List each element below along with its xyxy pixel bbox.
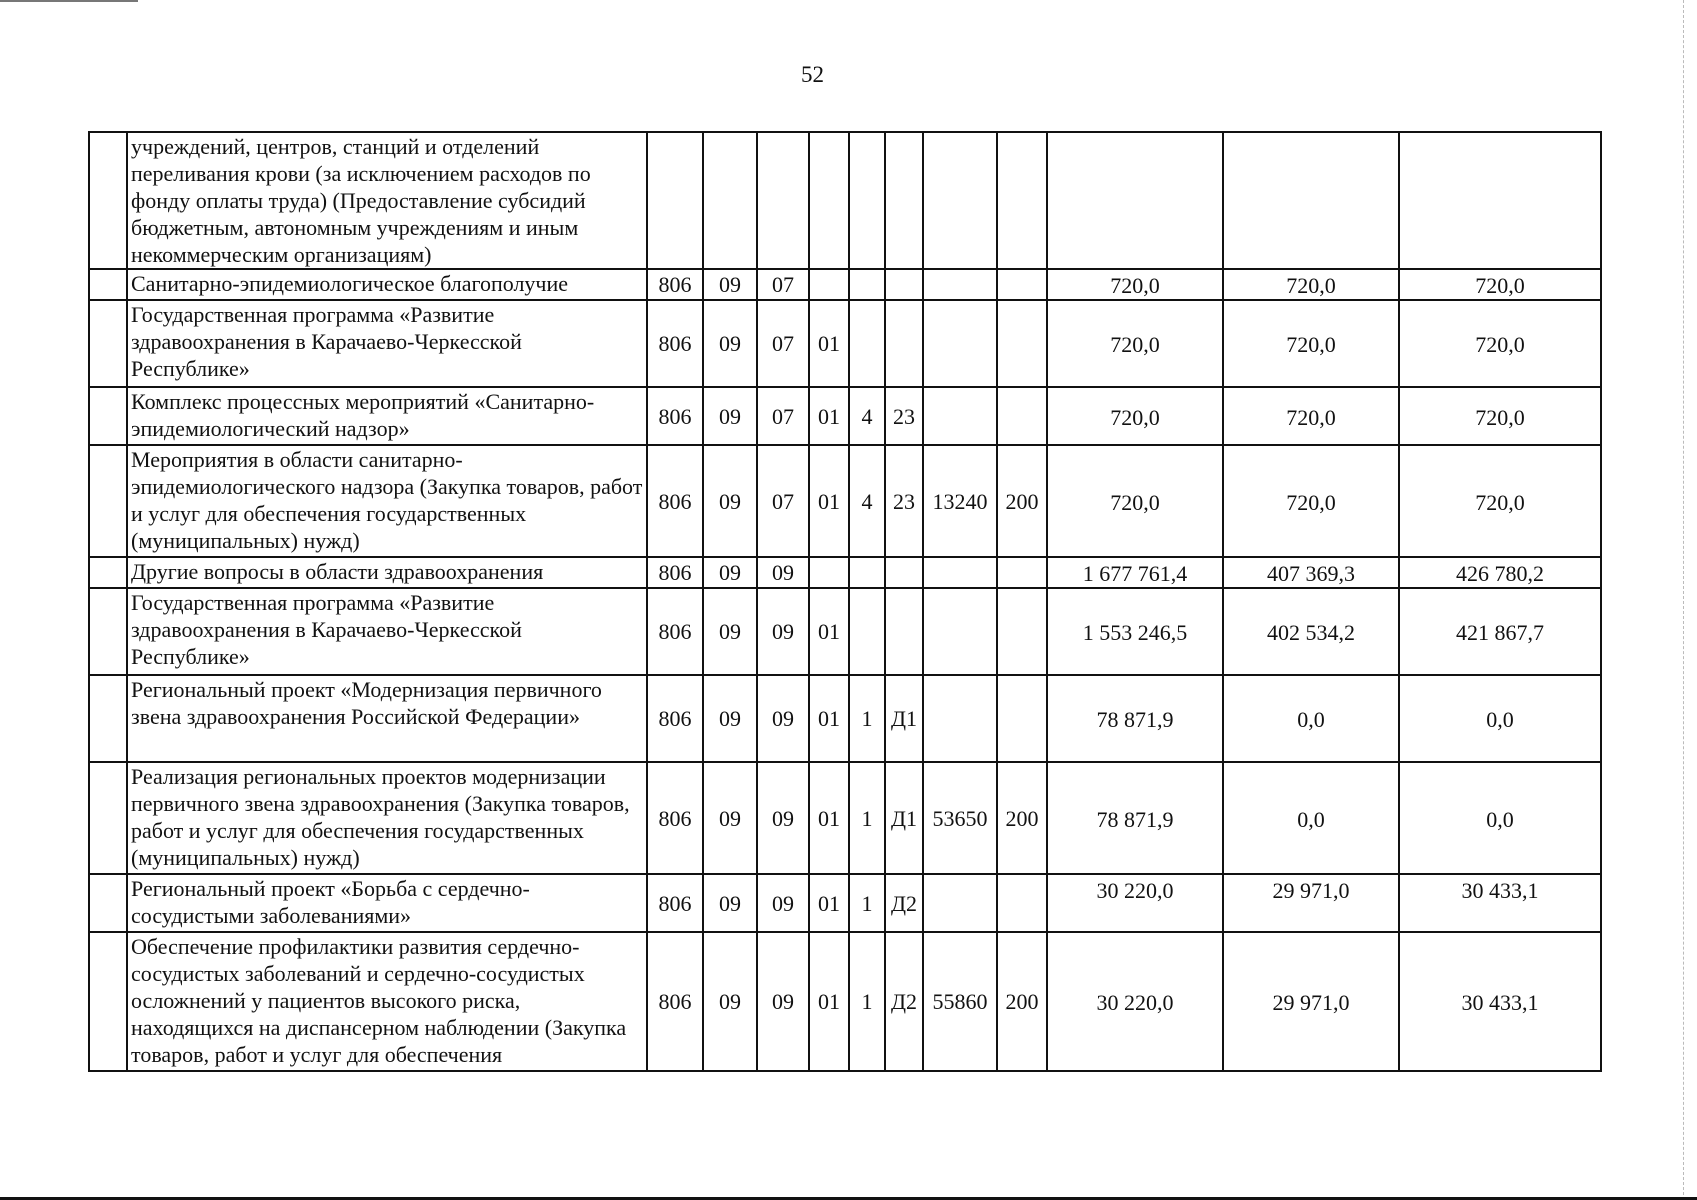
program-cell: 01 [809,675,849,762]
row-name: Мероприятия в области санитарно-эпидемиологического надзора (Закупка товаров, работ и услуг для обеспечения государственных (муниципальных) нужд) [127,445,647,557]
year2-amount: 0,0 [1223,762,1399,874]
row-index-cell [89,387,127,445]
direction-cell [923,300,997,387]
year2-amount: 720,0 [1223,387,1399,445]
direction-cell [923,557,997,588]
year3-amount: 30 433,1 [1399,932,1601,1071]
project-cell [885,300,923,387]
year2-amount: 407 369,3 [1223,557,1399,588]
ved-cell: 806 [647,675,703,762]
row-index-cell [89,932,127,1071]
pr-cell [757,132,809,269]
year1-amount [1047,132,1223,269]
year1-amount: 720,0 [1047,269,1223,300]
rz-cell: 09 [703,874,757,932]
year1-amount: 78 871,9 [1047,675,1223,762]
year3-amount: 0,0 [1399,762,1601,874]
year2-amount: 402 534,2 [1223,588,1399,675]
ved-cell: 806 [647,557,703,588]
project-cell [885,132,923,269]
program-cell: 01 [809,588,849,675]
rz-cell: 09 [703,932,757,1071]
rz-cell: 09 [703,387,757,445]
direction-cell: 53650 [923,762,997,874]
project-cell: 23 [885,387,923,445]
row-index-cell [89,675,127,762]
row-index-cell [89,132,127,269]
year3-amount [1399,132,1601,269]
direction-cell: 55860 [923,932,997,1071]
program-cell: 01 [809,932,849,1071]
expense-type-cell [997,557,1047,588]
ved-cell: 806 [647,874,703,932]
year1-amount: 720,0 [1047,445,1223,557]
table-row [89,932,1601,1071]
year2-amount: 29 971,0 [1223,874,1399,932]
pr-cell: 09 [757,762,809,874]
page-number: 52 [801,62,824,87]
table-row [89,588,1601,675]
subprogram-cell [849,300,885,387]
year3-amount: 720,0 [1399,445,1601,557]
pr-cell: 09 [757,588,809,675]
row-index-cell [89,762,127,874]
pr-cell: 09 [757,675,809,762]
table-row [89,132,1601,269]
expense-type-cell [997,387,1047,445]
rz-cell: 09 [703,588,757,675]
ved-cell: 806 [647,445,703,557]
table-row [89,387,1601,445]
direction-cell [923,675,997,762]
expense-type-cell [997,269,1047,300]
project-cell: Д2 [885,932,923,1071]
project-cell [885,588,923,675]
year3-amount: 720,0 [1399,269,1601,300]
year1-amount: 1 553 246,5 [1047,588,1223,675]
rz-cell: 09 [703,762,757,874]
budget-table [88,131,1602,1072]
ved-cell: 806 [647,588,703,675]
subprogram-cell [849,132,885,269]
row-name: Государственная программа «Развитие здравоохранения в Карачаево-Черкесской Республике» [127,588,647,675]
year1-amount: 720,0 [1047,300,1223,387]
year3-amount: 720,0 [1399,387,1601,445]
project-cell: Д1 [885,675,923,762]
pr-cell: 07 [757,269,809,300]
direction-cell: 13240 [923,445,997,557]
program-cell: 01 [809,300,849,387]
row-index-cell [89,445,127,557]
year1-amount: 720,0 [1047,387,1223,445]
year1-amount: 1 677 761,4 [1047,557,1223,588]
row-index-cell [89,300,127,387]
year2-amount: 720,0 [1223,445,1399,557]
year3-amount: 720,0 [1399,300,1601,387]
program-cell [809,269,849,300]
ved-cell: 806 [647,387,703,445]
row-name: Санитарно-эпидемиологическое благополучие [127,269,647,300]
top-rule [0,0,138,2]
row-name: учреждений, центров, станций и отделений переливания крови (за исключением расходов по фонду оплаты труда) (Предоставление субсидий бюджетным, автономным учреждениям и иным некоммерческим организациям) [127,132,647,269]
program-cell: 01 [809,445,849,557]
subprogram-cell: 1 [849,874,885,932]
direction-cell [923,588,997,675]
rz-cell [703,132,757,269]
ved-cell: 806 [647,300,703,387]
expense-type-cell [997,874,1047,932]
row-name: Обеспечение профилактики развития сердечно-сосудистых заболеваний и сердечно-сосудистых осложнений у пациентов высокого риска, находящихся на диспансерном наблюдении (Закупка товаров, работ и услуг для обеспечения [127,932,647,1071]
table-row [89,445,1601,557]
table-row [89,300,1601,387]
project-cell: 23 [885,445,923,557]
year1-amount: 30 220,0 [1047,874,1223,932]
pr-cell: 09 [757,932,809,1071]
row-index-cell [89,588,127,675]
expense-type-cell [997,132,1047,269]
rz-cell: 09 [703,300,757,387]
direction-cell [923,874,997,932]
year3-amount: 426 780,2 [1399,557,1601,588]
table-row [89,269,1601,300]
direction-cell [923,387,997,445]
ved-cell: 806 [647,269,703,300]
row-name: Реализация региональных проектов модернизации первичного звена здравоохранения (Закупка товаров, работ и услуг для обеспечения государственных (муниципальных) нужд) [127,762,647,874]
project-cell: Д2 [885,874,923,932]
pr-cell: 07 [757,387,809,445]
year2-amount: 29 971,0 [1223,932,1399,1071]
scan-edge-line [1683,0,1685,1200]
row-index-cell [89,874,127,932]
year3-amount: 0,0 [1399,675,1601,762]
pr-cell: 07 [757,300,809,387]
year1-amount: 30 220,0 [1047,932,1223,1071]
ved-cell: 806 [647,762,703,874]
expense-type-cell: 200 [997,932,1047,1071]
rz-cell: 09 [703,445,757,557]
program-cell: 01 [809,387,849,445]
expense-type-cell [997,675,1047,762]
subprogram-cell: 1 [849,932,885,1071]
table-row [89,557,1601,588]
row-index-cell [89,269,127,300]
pr-cell: 09 [757,557,809,588]
year2-amount: 720,0 [1223,269,1399,300]
year3-amount: 421 867,7 [1399,588,1601,675]
direction-cell [923,269,997,300]
subprogram-cell [849,557,885,588]
expense-type-cell: 200 [997,762,1047,874]
year2-amount: 720,0 [1223,300,1399,387]
ved-cell: 806 [647,932,703,1071]
expense-type-cell [997,588,1047,675]
table-row [89,675,1601,762]
project-cell [885,557,923,588]
project-cell [885,269,923,300]
row-name: Региональный проект «Модернизация первичного звена здравоохранения Российской Федерации» [127,675,647,762]
row-index-cell [89,557,127,588]
pr-cell: 07 [757,445,809,557]
year3-amount: 30 433,1 [1399,874,1601,932]
subprogram-cell: 4 [849,445,885,557]
subprogram-cell: 1 [849,762,885,874]
row-name: Другие вопросы в области здравоохранения [127,557,647,588]
year2-amount: 0,0 [1223,675,1399,762]
rz-cell: 09 [703,675,757,762]
program-cell [809,557,849,588]
rz-cell: 09 [703,557,757,588]
subprogram-cell: 4 [849,387,885,445]
subprogram-cell [849,588,885,675]
rz-cell: 09 [703,269,757,300]
program-cell [809,132,849,269]
expense-type-cell [997,300,1047,387]
subprogram-cell: 1 [849,675,885,762]
expense-type-cell: 200 [997,445,1047,557]
table-row [89,874,1601,932]
row-name: Государственная программа «Развитие здравоохранения в Карачаево-Черкесской Республике» [127,300,647,387]
row-name: Комплекс процессных мероприятий «Санитарно-эпидемиологический надзор» [127,387,647,445]
table-row [89,762,1601,874]
year1-amount: 78 871,9 [1047,762,1223,874]
direction-cell [923,132,997,269]
pr-cell: 09 [757,874,809,932]
program-cell: 01 [809,762,849,874]
project-cell: Д1 [885,762,923,874]
program-cell: 01 [809,874,849,932]
subprogram-cell [849,269,885,300]
row-name: Региональный проект «Борьба с сердечно-сосудистыми заболеваниями» [127,874,647,932]
year2-amount [1223,132,1399,269]
ved-cell [647,132,703,269]
